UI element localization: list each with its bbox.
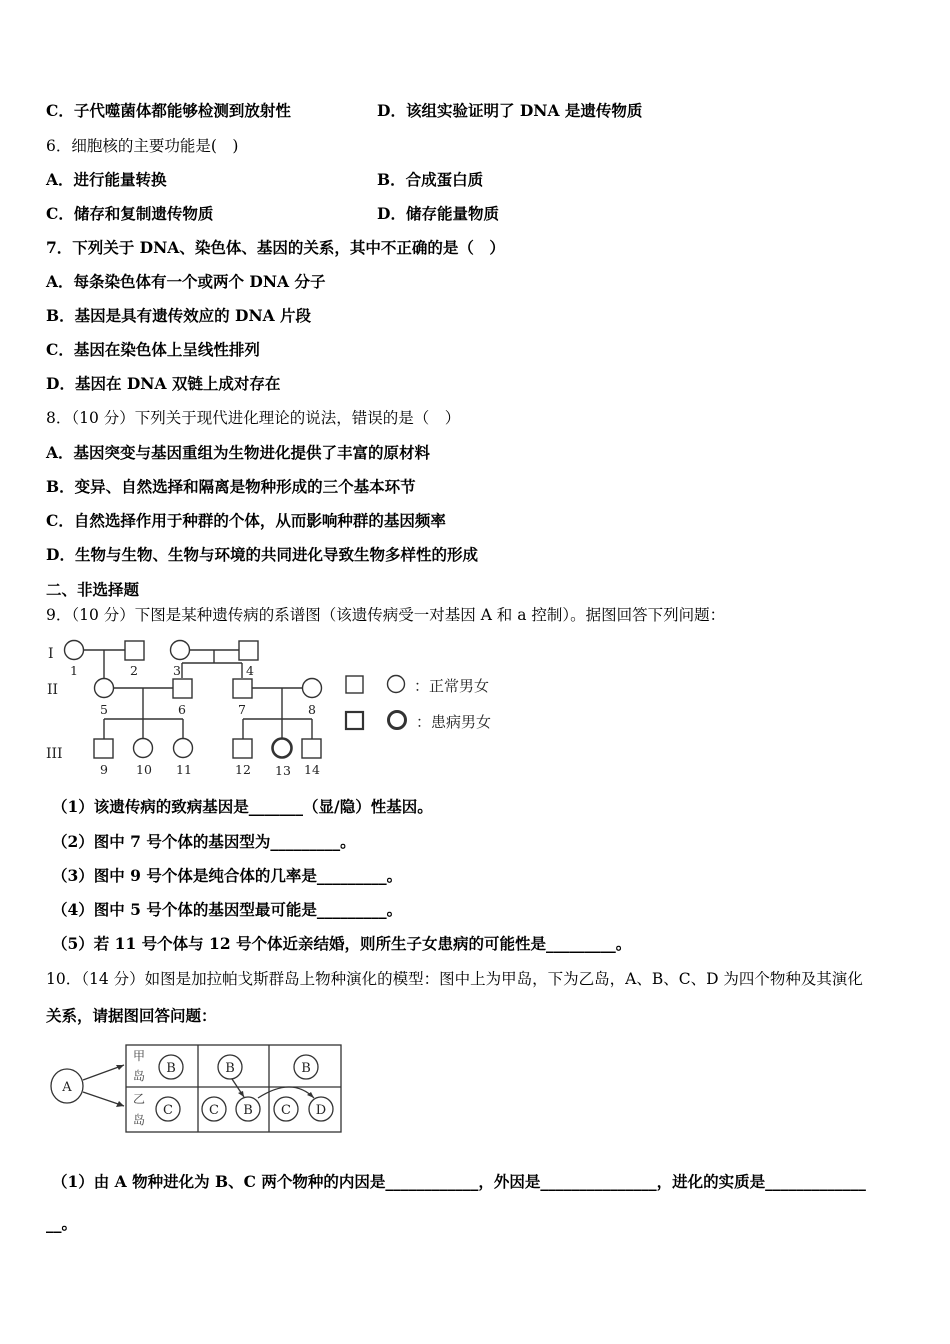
pedigree-label: 10: [136, 762, 152, 777]
q10-stem-line1: 10．（14 分）如图是加拉帕戈斯群岛上物种演化的模型：图中上为甲岛，下为乙岛，A、B、C、D 为四个物种及其演化: [46, 970, 863, 988]
species-c-label: C: [163, 1103, 173, 1118]
pedigree-male-14: [302, 739, 321, 758]
island-jia-label: 甲: [132, 1049, 146, 1063]
q8-option-d: D．生物与生物、生物与环境的共同进化导致生物多样性的形成: [46, 545, 478, 564]
q10-sub-1: （1）由 A 物种进化为 B、C 两个物种的内因是____________，外因是_______________，进化的实质是_____________: [52, 1172, 866, 1191]
species-b-label: B: [225, 1061, 235, 1076]
pedigree-chart: [44, 633, 514, 783]
species-a-label: A: [62, 1080, 72, 1095]
q7-option-c: C．基因在染色体上呈线性排列: [46, 340, 260, 359]
pedigree-male-9: [94, 739, 113, 758]
legend-normal-male-icon: [346, 676, 363, 693]
section-heading: 二、非选择题: [46, 580, 140, 599]
pedigree-label: 2: [130, 663, 138, 678]
pedigree-label: 1: [70, 663, 78, 678]
species-b-label: B: [243, 1103, 253, 1118]
q10-stem-line2: 关系，请据图回答问题：: [46, 1006, 217, 1025]
pedigree-male-4: [239, 641, 258, 660]
q6-stem: 6．细胞核的主要功能是( ): [46, 137, 239, 155]
legend-normal-label: ：正常男女: [414, 677, 490, 695]
island-yi-label: 岛: [132, 1113, 146, 1127]
q5-option-d: D．该组实验证明了 DNA 是遗传物质: [377, 101, 643, 120]
q9-sub-3: （3）图中 9 号个体是纯合体的几率是_________。: [52, 866, 403, 885]
q9-sub-1: （1）该遗传病的致病基因是_______（显/隐）性基因。: [52, 797, 433, 816]
pedigree-male-12: [233, 739, 252, 758]
generation-label-2: II: [47, 682, 59, 698]
species-d-label: D: [315, 1103, 327, 1118]
arrow-head-icon: [238, 1091, 244, 1097]
q8-option-a: A．基因突变与基因重组为生物进化提供了丰富的原材料: [46, 443, 431, 462]
pedigree-label: 7: [238, 702, 246, 717]
q8-option-b: B．变异、自然选择和隔离是物种形成的三个基本环节: [46, 477, 416, 496]
q8-option-c: C．自然选择作用于种群的个体，从而影响种群的基因频率: [46, 511, 446, 530]
island-grid: [126, 1045, 341, 1132]
generation-label-1: I: [48, 646, 54, 662]
legend-affected-label: ：患病男女: [416, 713, 492, 731]
pedigree-label: 8: [308, 702, 316, 717]
pedigree-male-2: [125, 641, 144, 660]
legend-affected-male-icon: [346, 712, 363, 729]
q6-option-b: B．合成蛋白质: [377, 170, 484, 189]
q6-option-d: D．储存能量物质: [377, 204, 499, 223]
q7-stem: 7．下列关于 DNA、染色体、基因的关系，其中不正确的是（ ）: [46, 238, 505, 257]
evolution-diagram: [44, 1040, 344, 1136]
island-jia-label: 岛: [132, 1069, 146, 1083]
pedigree-female-3: [171, 641, 190, 660]
pedigree-label: 11: [176, 762, 192, 777]
pedigree-label: 14: [304, 762, 320, 777]
pedigree-male-7: [233, 679, 252, 698]
island-yi-label: 乙: [132, 1092, 146, 1106]
pedigree-female-10: [134, 739, 153, 758]
species-b-label: B: [301, 1061, 311, 1076]
pedigree-female-5: [95, 679, 114, 698]
q6-option-c: C．储存和复制遗传物质: [46, 204, 214, 223]
pedigree-label: 4: [246, 663, 254, 678]
q7-option-d: D．基因在 DNA 双链上成对存在: [46, 374, 281, 393]
q9-stem: 9．（10 分）下图是某种遗传病的系谱图（该遗传病受一对基因 A 和 a 控制）。据图回答下列问题：: [46, 606, 726, 624]
pedigree-label: 9: [100, 762, 108, 777]
pedigree-male-6: [173, 679, 192, 698]
species-c-label: C: [281, 1103, 291, 1118]
species-b-label: B: [166, 1061, 176, 1076]
q9-sub-2: （2）图中 7 号个体的基因型为_________。: [52, 832, 356, 851]
q9-sub-4: （4）图中 5 号个体的基因型最可能是_________。: [52, 900, 403, 919]
pedigree-female-8: [303, 679, 322, 698]
species-c-label: C: [209, 1103, 219, 1118]
pedigree-label: 6: [178, 702, 186, 717]
pedigree-female-11: [174, 739, 193, 758]
legend-affected-female-icon: [389, 712, 406, 729]
pedigree-label: 3: [173, 663, 181, 678]
q10-sub-1-end: __。: [46, 1214, 78, 1233]
q8-stem: 8．（10 分）下列关于现代进化理论的说法，错误的是（ ）: [46, 409, 461, 427]
q7-option-a: A．每条染色体有一个或两个 DNA 分子: [46, 272, 326, 291]
pedigree-female-13: [273, 739, 292, 758]
generation-label-3: III: [46, 746, 63, 762]
q6-option-a: A．进行能量转换: [46, 170, 167, 189]
pedigree-label: 12: [235, 762, 251, 777]
pedigree-label: 13: [275, 763, 291, 778]
q9-sub-5: （5）若 11 号个体与 12 号个体近亲结婚，则所生子女患病的可能性是_________。: [52, 934, 632, 953]
legend-normal-female-icon: [388, 676, 405, 693]
q5-option-c: C．子代噬菌体都能够检测到放射性: [46, 101, 291, 120]
q7-option-b: B．基因是具有遗传效应的 DNA 片段: [46, 306, 312, 325]
pedigree-label: 5: [100, 702, 108, 717]
pedigree-female-1: [65, 641, 84, 660]
